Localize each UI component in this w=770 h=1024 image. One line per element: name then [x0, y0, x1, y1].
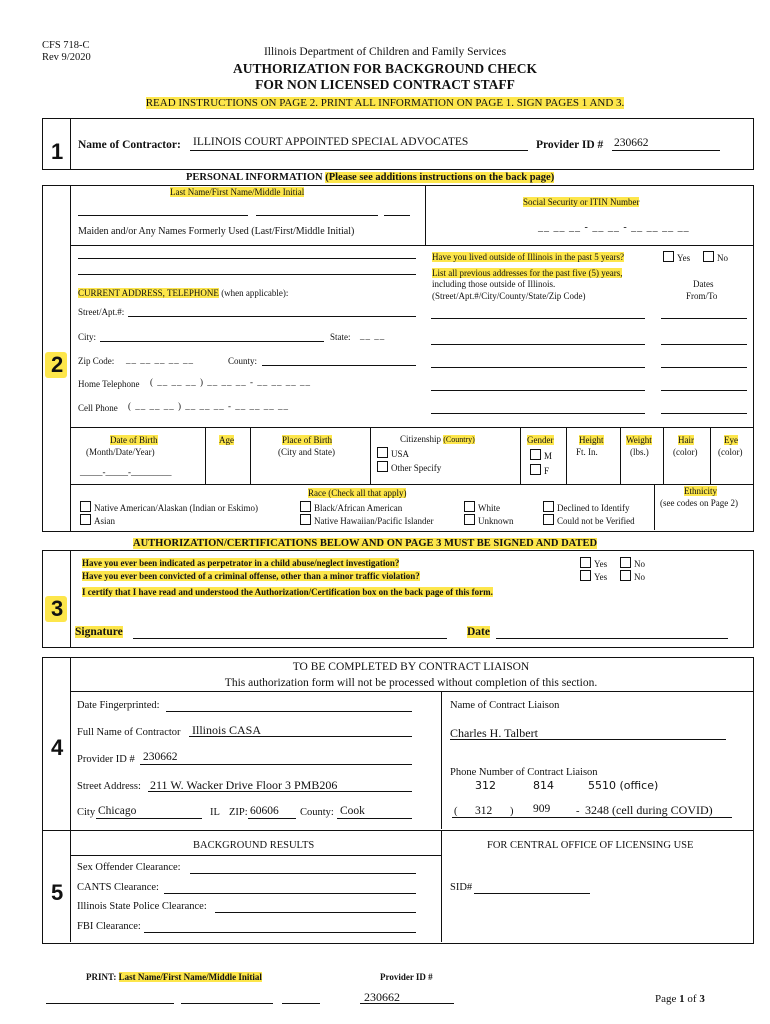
street4-value[interactable]: 211 W. Wacker Drive Floor 3 PMB206: [150, 778, 338, 792]
ssn-label: Social Security or ITIN Number: [523, 197, 640, 207]
liaison-heading: TO BE COMPLETED BY CONTRACT LIAISON: [292, 661, 530, 673]
signature-field[interactable]: [133, 638, 447, 639]
authorization-heading: AUTHORIZATION/CERTIFICATIONS BELOW AND ON PAGE 3 MUST BE SIGNED AND DATED: [133, 538, 598, 549]
zip-field[interactable]: __ __ __ __ __: [126, 355, 194, 365]
date-label: Date: [467, 626, 490, 638]
date-field[interactable]: [496, 638, 728, 639]
name-label: Last Name/First Name/Middle Initial: [170, 187, 305, 197]
race-label: Race (Check all that apply): [308, 488, 407, 498]
list-prev-line2: including those outside of Illinois.: [432, 279, 556, 289]
abuse-no[interactable]: No: [620, 557, 645, 569]
section4-number: 4: [51, 735, 64, 760]
liaison-subheading: This authorization form will not be processed without completion of this section.: [224, 677, 598, 689]
dob-field[interactable]: _____-_____-_________: [80, 467, 172, 477]
middle-initial-field[interactable]: [384, 215, 410, 216]
state-field[interactable]: __ __: [360, 331, 386, 341]
section3-number: 3: [51, 596, 64, 621]
gender-m[interactable]: M: [530, 449, 552, 461]
race-native-american[interactable]: Native American/Alaskan (Indian or Eskimo): [80, 501, 258, 513]
zip-label: Zip Code:: [78, 356, 115, 366]
provider-id-value[interactable]: 230662: [614, 137, 649, 149]
form-title-line2: FOR NON LICENSED CONTRACT STAFF: [255, 77, 515, 92]
list-prev-line1: List all previous addresses for the past five (5) years,: [432, 268, 623, 278]
race-asian[interactable]: Asian: [80, 514, 115, 526]
sid-field[interactable]: [474, 893, 590, 894]
liaison-name-value[interactable]: Charles H. Talbert: [450, 726, 538, 740]
personal-info-heading: PERSONAL INFORMATION (Please see additions instructions on the back page): [186, 172, 555, 183]
current-address-label: CURRENT ADDRESS, TELEPHONE (when applicable):: [78, 288, 289, 298]
race-not-verified[interactable]: Could not be Verified: [543, 514, 635, 526]
first-name-field[interactable]: [256, 215, 378, 216]
page-indicator: Page 1 of 3: [655, 993, 705, 1005]
prev-dates-2[interactable]: [661, 344, 747, 345]
agency-name: Illinois Department of Children and Family Services: [263, 46, 507, 58]
county4-label: County:: [300, 807, 334, 818]
criminal-yes[interactable]: Yes: [580, 570, 607, 582]
prev-dates-3[interactable]: [661, 367, 747, 368]
city-field[interactable]: [100, 341, 324, 342]
section5-number: 5: [51, 880, 64, 905]
footer-middle-initial-field[interactable]: [282, 1003, 320, 1004]
full-name-value[interactable]: Illinois CASA: [192, 723, 262, 737]
street4-label: Street Address:: [77, 781, 141, 792]
prev-address-5[interactable]: [431, 413, 645, 414]
isp-label: Illinois State Police Clearance:: [77, 901, 207, 912]
gender-label: Gender: [527, 435, 554, 445]
weight-label: Weight: [626, 435, 652, 445]
ethnicity-note: (see codes on Page 2): [660, 498, 738, 508]
street-field[interactable]: [128, 316, 416, 317]
ssn-field[interactable]: __ __ __ - __ __ - __ __ __ __: [538, 222, 690, 233]
prev-dates-1[interactable]: [661, 318, 747, 319]
lived-outside-yes[interactable]: Yes: [663, 251, 690, 263]
height-units: Ft. In.: [576, 447, 598, 457]
state4-value: IL: [210, 807, 220, 818]
criminal-question: Have you ever been convicted of a criminal offense, other than a minor traffic violation?: [82, 571, 420, 581]
full-name-label: Full Name of Contractor: [77, 727, 181, 738]
form-title-line1: AUTHORIZATION FOR BACKGROUND CHECK: [233, 61, 537, 76]
abuse-yes[interactable]: Yes: [580, 557, 607, 569]
race-black[interactable]: Black/African American: [300, 501, 402, 513]
citizenship-usa[interactable]: USA: [377, 447, 409, 459]
phone1-area[interactable]: 312: [475, 779, 496, 792]
height-label: Height: [579, 435, 604, 445]
footer-provider-value[interactable]: 230662: [364, 990, 400, 1004]
ethnicity-label: Ethnicity: [684, 486, 717, 496]
race-declined[interactable]: Declined to Identify: [543, 501, 629, 513]
race-native-hawaiian[interactable]: Native Hawaiian/Pacific Islander: [300, 514, 433, 526]
lived-outside-question: Have you lived outside of Illinois in the past 5 years?: [432, 252, 624, 262]
date-fingerprinted-label: Date Fingerprinted:: [77, 700, 160, 711]
from-to-label: From/To: [686, 291, 718, 301]
cell-phone-label: Cell Phone: [78, 403, 118, 413]
phone2-line[interactable]: 3248 (cell during COVID): [585, 803, 713, 817]
background-results-heading: BACKGROUND RESULTS: [193, 840, 315, 851]
liaison-name-label: Name of Contract Liaison: [450, 700, 560, 711]
footer-provider-label: Provider ID #: [380, 972, 433, 982]
pob-label: Place of Birth: [282, 435, 332, 445]
hair-label: Hair: [678, 435, 694, 445]
signature-label: Signature: [75, 626, 123, 638]
liaison-phone-label: Phone Number of Contract Liaison: [450, 767, 598, 778]
contractor-label: Name of Contractor:: [78, 139, 181, 151]
abuse-question: Have you ever been indicated as perpetrator in a child abuse/neglect investigation?: [82, 558, 400, 568]
cants-label: CANTS Clearance:: [77, 882, 159, 893]
prev-address-3[interactable]: [431, 367, 645, 368]
race-white[interactable]: White: [464, 501, 500, 513]
county-label: County:: [228, 356, 258, 366]
cants-field[interactable]: [164, 893, 416, 894]
state-label: State:: [330, 332, 351, 342]
contractor-value[interactable]: ILLINOIS COURT APPOINTED SPECIAL ADVOCATES: [193, 136, 469, 148]
criminal-no[interactable]: No: [620, 570, 645, 582]
citizenship-other[interactable]: Other Specify: [377, 461, 441, 473]
phone2-area[interactable]: 312: [475, 805, 493, 817]
footer-last-name-field[interactable]: [46, 1003, 174, 1004]
print-label: PRINT: Last Name/First Name/Middle Initial: [86, 972, 262, 982]
instructions-banner: READ INSTRUCTIONS ON PAGE 2. PRINT ALL INFORMATION ON PAGE 1. SIGN PAGES 1 AND 3.: [145, 97, 625, 109]
dob-format: (Month/Date/Year): [86, 447, 155, 457]
pob-format: (City and State): [278, 447, 335, 457]
prev-address-1[interactable]: [431, 318, 645, 319]
dob-label: Date of Birth: [110, 435, 158, 445]
provider4-label: Provider ID #: [77, 754, 135, 765]
maiden-label: Maiden and/or Any Names Formerly Used (Last/First/Middle Initial): [78, 226, 355, 237]
home-phone-label: Home Telephone: [78, 379, 140, 389]
phone1-line[interactable]: 5510 (office): [588, 779, 659, 792]
zip4-value[interactable]: 60606: [250, 805, 279, 817]
section1-number: 1: [51, 139, 64, 164]
certify-statement: I certify that I have read and understood the Authorization/Certification box on the back page of this form.: [82, 587, 493, 597]
dates-label: Dates: [693, 279, 714, 289]
gender-f[interactable]: F: [530, 464, 549, 476]
county-field[interactable]: [262, 365, 416, 366]
eye-units: (color): [718, 447, 743, 457]
form-id: CFS 718-C: [42, 40, 90, 51]
phone2-prefix[interactable]: 909: [533, 803, 551, 815]
prev-dates-5[interactable]: [661, 413, 747, 414]
maiden-field-1[interactable]: [78, 258, 416, 259]
sex-offender-label: Sex Offender Clearance:: [77, 862, 181, 873]
home-phone-field[interactable]: ( __ __ __ ) __ __ __ - __ __ __ __: [150, 377, 311, 387]
zip4-label: ZIP:: [229, 807, 248, 818]
sid-label: SID#: [450, 882, 473, 893]
street-label: Street/Apt.#:: [78, 307, 125, 317]
section2-number: 2: [51, 352, 64, 377]
sex-offender-field[interactable]: [190, 873, 416, 874]
cell-phone-field[interactable]: ( __ __ __ ) __ __ __ - __ __ __ __: [128, 401, 289, 411]
footer-first-name-field[interactable]: [181, 1003, 273, 1004]
hair-units: (color): [673, 447, 698, 457]
eye-label: Eye: [724, 435, 738, 445]
form-revision: Rev 9/2020: [42, 52, 91, 63]
lived-outside-no[interactable]: No: [703, 251, 728, 263]
city4-label: City: [77, 807, 96, 818]
fbi-label: FBI Clearance:: [77, 921, 141, 932]
fbi-field[interactable]: [144, 932, 416, 933]
date-fingerprinted-field[interactable]: [166, 711, 412, 712]
prev-dates-4[interactable]: [661, 390, 747, 391]
citizenship-label: Citizenship (Country): [400, 434, 475, 444]
county4-value[interactable]: Cook: [340, 805, 365, 817]
age-label: Age: [219, 435, 234, 445]
race-unknown[interactable]: Unknown: [464, 514, 514, 526]
city-label: City:: [78, 332, 97, 342]
weight-units: (lbs.): [630, 447, 649, 457]
provider-id-label: Provider ID #: [536, 139, 604, 151]
prev-address-4[interactable]: [431, 390, 645, 391]
phone1-prefix[interactable]: 814: [533, 779, 554, 792]
maiden-field-2[interactable]: [78, 274, 416, 275]
last-name-field[interactable]: [78, 215, 248, 216]
list-prev-line3: (Street/Apt.#/City/County/State/Zip Code): [432, 291, 586, 301]
isp-field[interactable]: [215, 912, 416, 913]
central-office-heading: FOR CENTRAL OFFICE OF LICENSING USE: [487, 840, 694, 851]
prev-address-2[interactable]: [431, 344, 645, 345]
provider4-value[interactable]: 230662: [143, 751, 178, 763]
city4-value[interactable]: Chicago: [98, 805, 137, 817]
